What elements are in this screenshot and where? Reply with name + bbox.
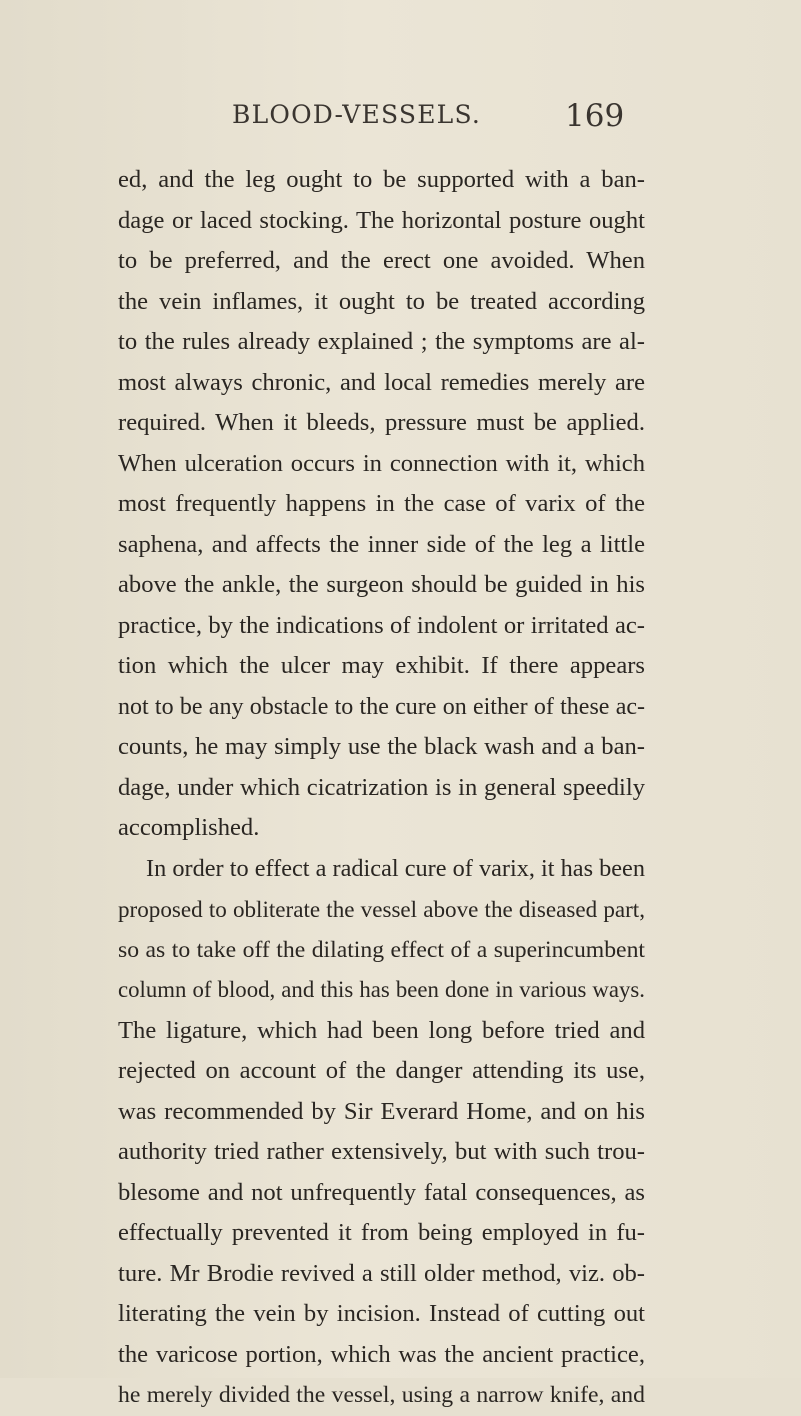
text-line: to be preferred, and the erect one avoided. When [118,247,645,274]
text-line: above the ankle, the surgeon should be guided in his [118,571,645,598]
text-line: counts, he may simply use the black wash and a ban- [118,733,645,760]
text-line: not to be any obstacle to the cure on either of these ac- [118,693,645,720]
text-line: to the rules already explained ; the symptoms are al- [118,328,645,355]
running-head: BLOOD-VESSELS. [232,100,482,129]
text-line: literating the vein by incision. Instead of cutting out [118,1300,645,1327]
text-line: authority tried rather extensively, but with such trou- [118,1138,645,1165]
text-line: blesome and not unfrequently fatal consequences, as [118,1178,645,1206]
text-line: the vein inflames, it ought to be treated according [118,287,645,315]
paragraph-last-line: accomplished. [118,814,260,841]
text-line: most frequently happens in the case of varix of the [118,490,645,517]
text-line: ture. Mr Brodie revived a still older method, viz. ob- [118,1259,645,1287]
text-line: dage, under which cicatrization is in general speedily [118,773,645,801]
text-line: the varicose portion, which was the ancient practice, [118,1340,645,1368]
page-header [0,98,801,138]
text-line: effectually prevented it from being employed in fu- [118,1219,645,1246]
body-text [118,160,645,1416]
page-number: 169 [565,98,625,134]
text-line: The ligature, which had been long before tried and [118,1016,645,1044]
paragraph-first-line: In order to effect a radical cure of varix, it has been [146,854,645,882]
text-line: required. When it bleeds, pressure must be applied. [118,409,645,436]
text-line: proposed to obliterate the vessel above the diseased part, [118,896,645,922]
text-line: most always chronic, and local remedies merely are [118,368,645,396]
text-line: saphena, and affects the inner side of the leg a little [118,530,645,558]
text-line: was recommended by Sir Everard Home, and on his [118,1097,645,1125]
text-line: column of blood, and this has been done in various ways. [118,977,645,1002]
text-line: tion which the ulcer may exhibit. If there appears [118,652,645,679]
text-line: When ulceration occurs in connection with it, which [118,449,645,477]
text-line: ed, and the leg ought to be supported with a ban- [118,166,645,193]
text-line: he merely divided the vessel, using a narrow knife, and [118,1382,645,1408]
text-line: rejected on account of the danger attending its use, [118,1057,645,1084]
text-line: so as to take off the dilating effect of a superincumbent [118,936,645,963]
text-line: dage or laced stocking. The horizontal posture ought [118,206,645,234]
text-line: practice, by the indications of indolent or irritated ac- [118,611,645,639]
